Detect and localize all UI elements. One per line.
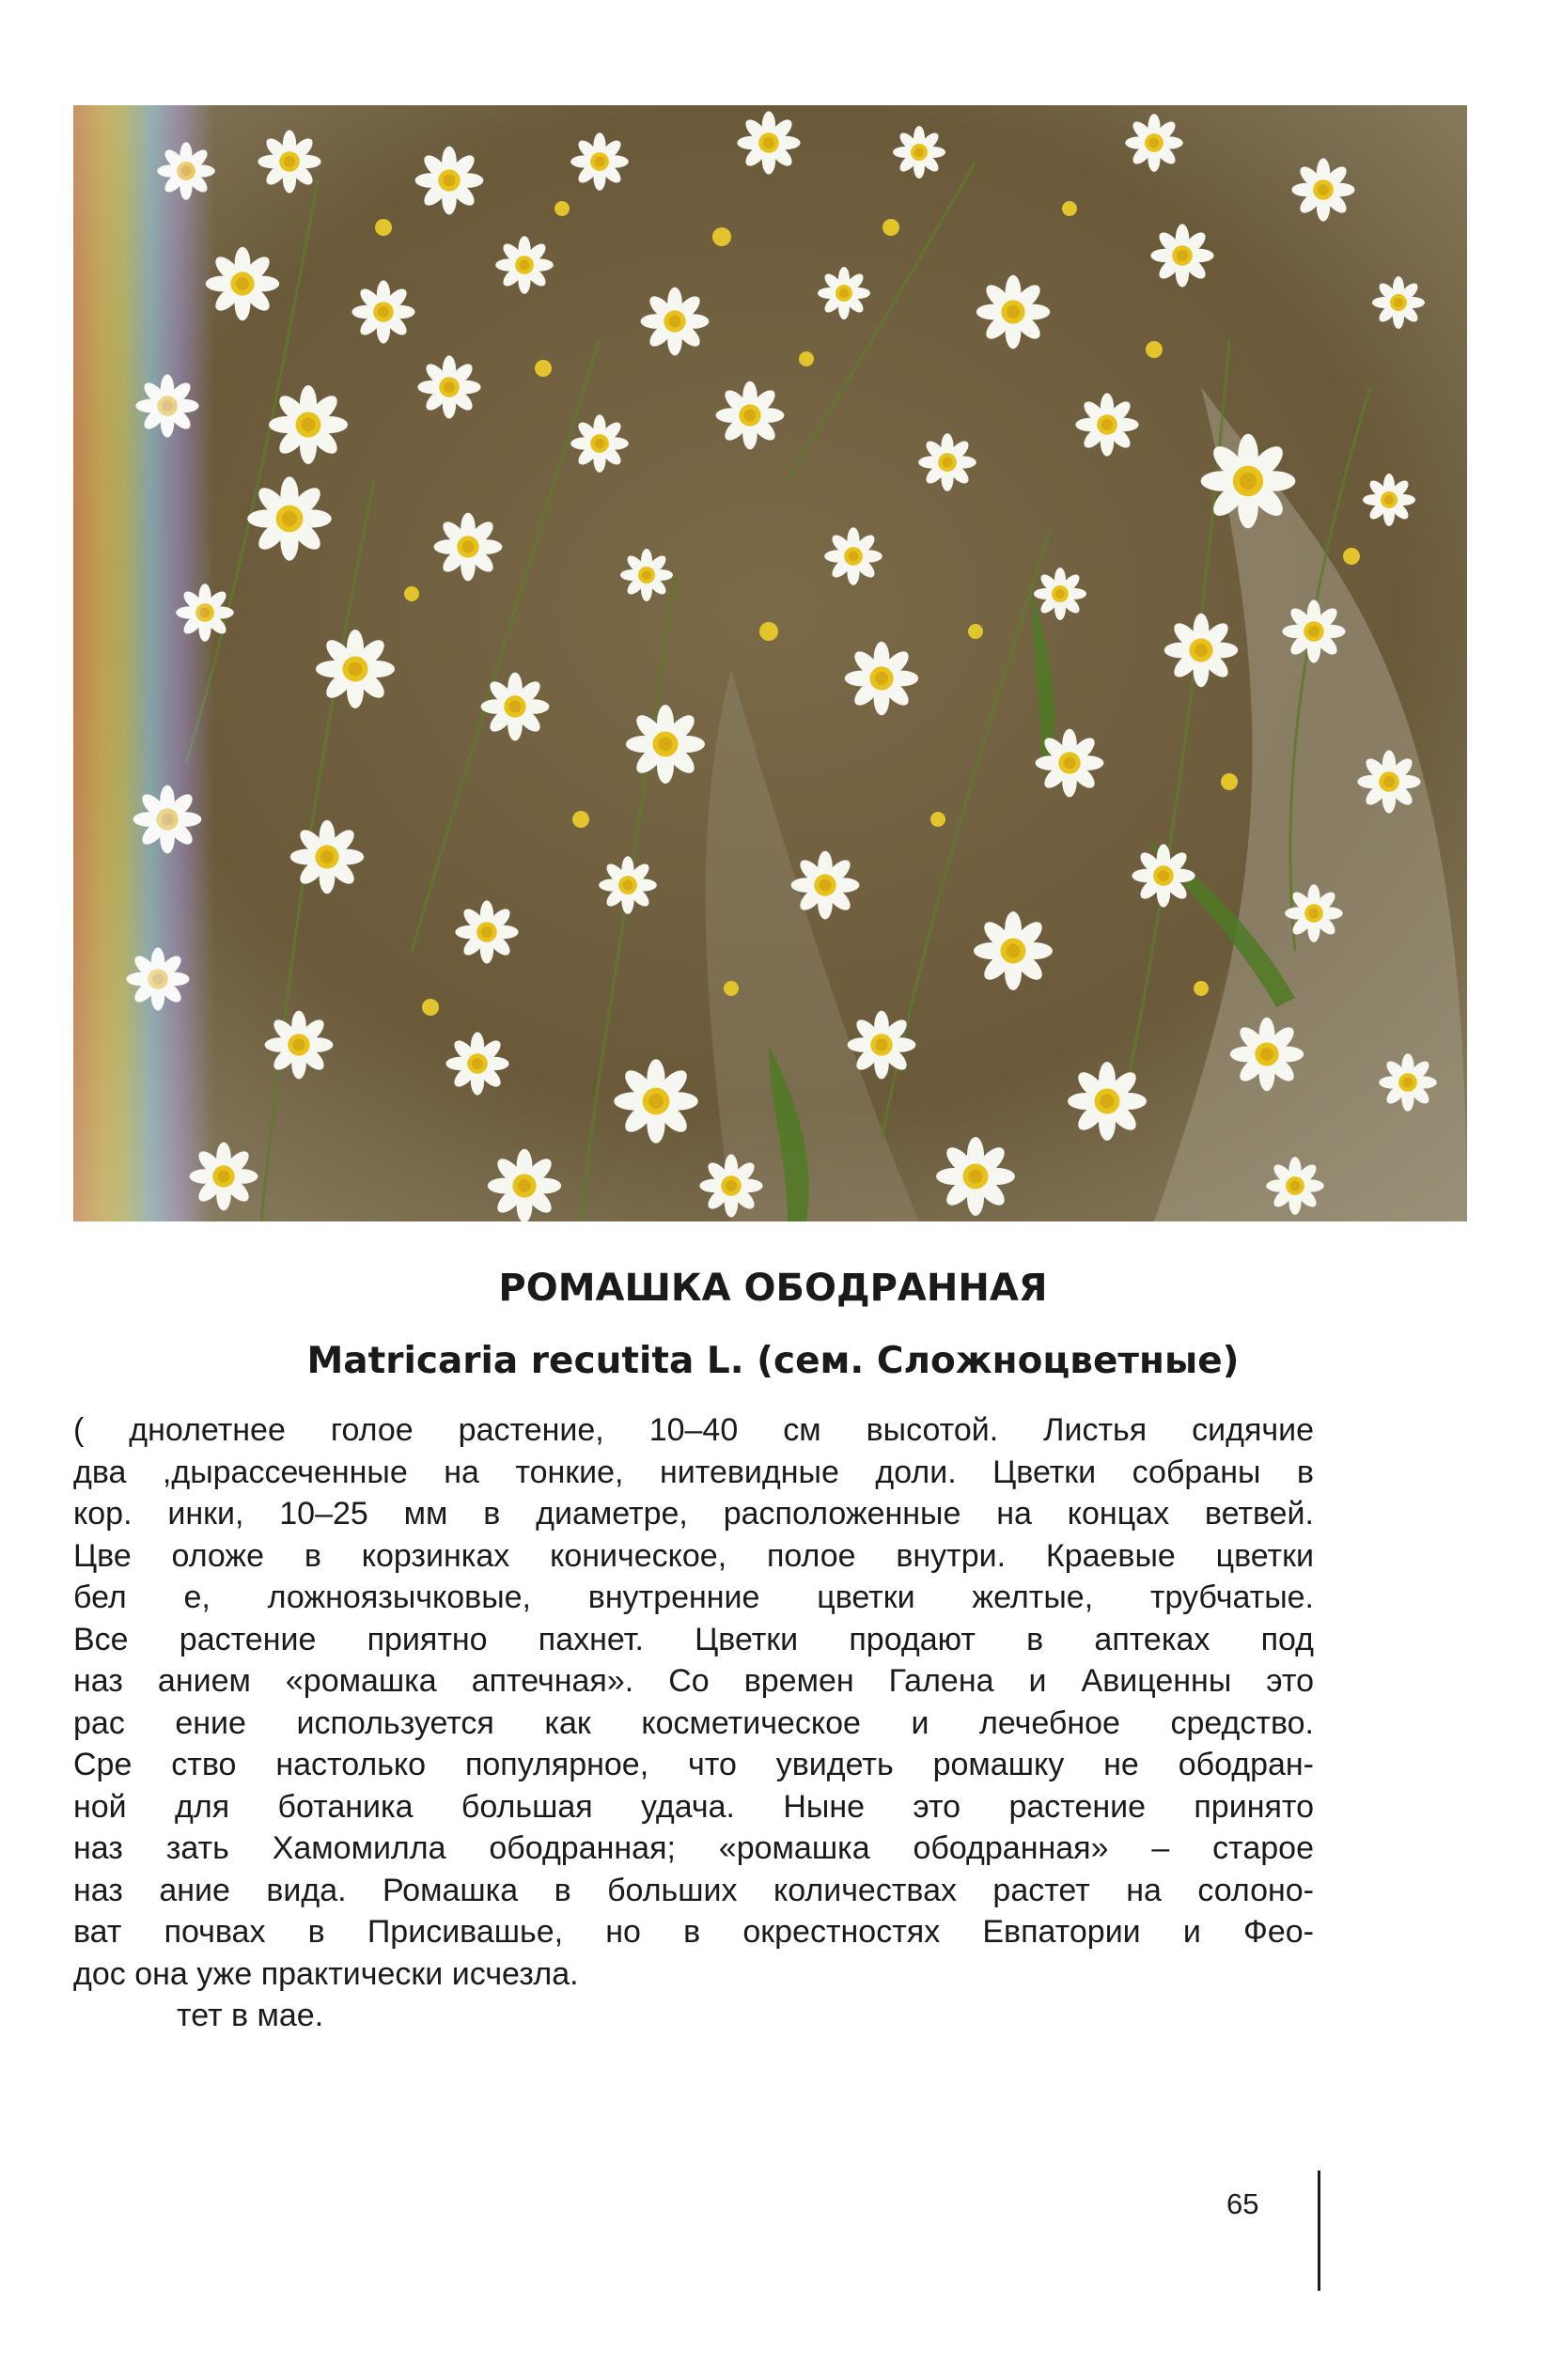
text-line: ( днолетнее голое растение, 10–40 см высотой. Листья сидячие [73,1412,1314,1448]
text-line: наз анием «ромашка аптечная». Со времен Галена и Авиценны это [73,1663,1314,1699]
text-line: Цве оложе в корзинках коническое, полое внутри. Краевые цветки [73,1537,1314,1574]
text-line: Сре ство настолько популярное, что увидеть ромашку не ободран- [73,1747,1314,1782]
text-line: бел е, ложноязычковые, внутренние цветки желтые, трубчатые. [73,1579,1314,1615]
text-line: кор. инки, 10–25 мм в диаметре, расположенные на концах ветвей. [73,1496,1314,1532]
text-line: два ,дырассеченные на тонкие, нитевидные доли. Цветки собраны в [73,1454,1314,1490]
text-line: ной для ботаника большая удача. Ныне это растение принято [73,1788,1314,1825]
chamomile-field-illustration [73,105,1467,1221]
text-line: рас ение используется как косметическое и лечебное средство. [73,1704,1314,1741]
text-line: наз зать Хамомилла ободранная; «ромашка ободранная» – старое [73,1830,1314,1866]
chamomile-photo [73,105,1467,1221]
article-body [73,1409,1314,2037]
text-line: ват почвах в Присивашье, но в окрестностях Евпатории и Фео- [73,1914,1314,1950]
latin-name-subtitle: Matricaria recutita L. (сем. Сложноцветные) [306,1340,1240,1382]
scan-rainbow-artifact [73,105,214,1221]
page-title: РОМАШКА ОБОДРАННАЯ [498,1267,1048,1310]
text-line: наз ание вида. Ромашка в больших количествах растет на солоно- [73,1872,1314,1908]
text-line: тет в мае. [177,1998,324,2033]
page-edge-rule [1318,2170,1320,2291]
text-line: дос она уже практически исчезла. [73,1955,579,1992]
page-number: 65 [1226,2187,1259,2220]
text-line: Все растение приятно пахнет. Цветки продают в аптеках под [73,1621,1314,1657]
